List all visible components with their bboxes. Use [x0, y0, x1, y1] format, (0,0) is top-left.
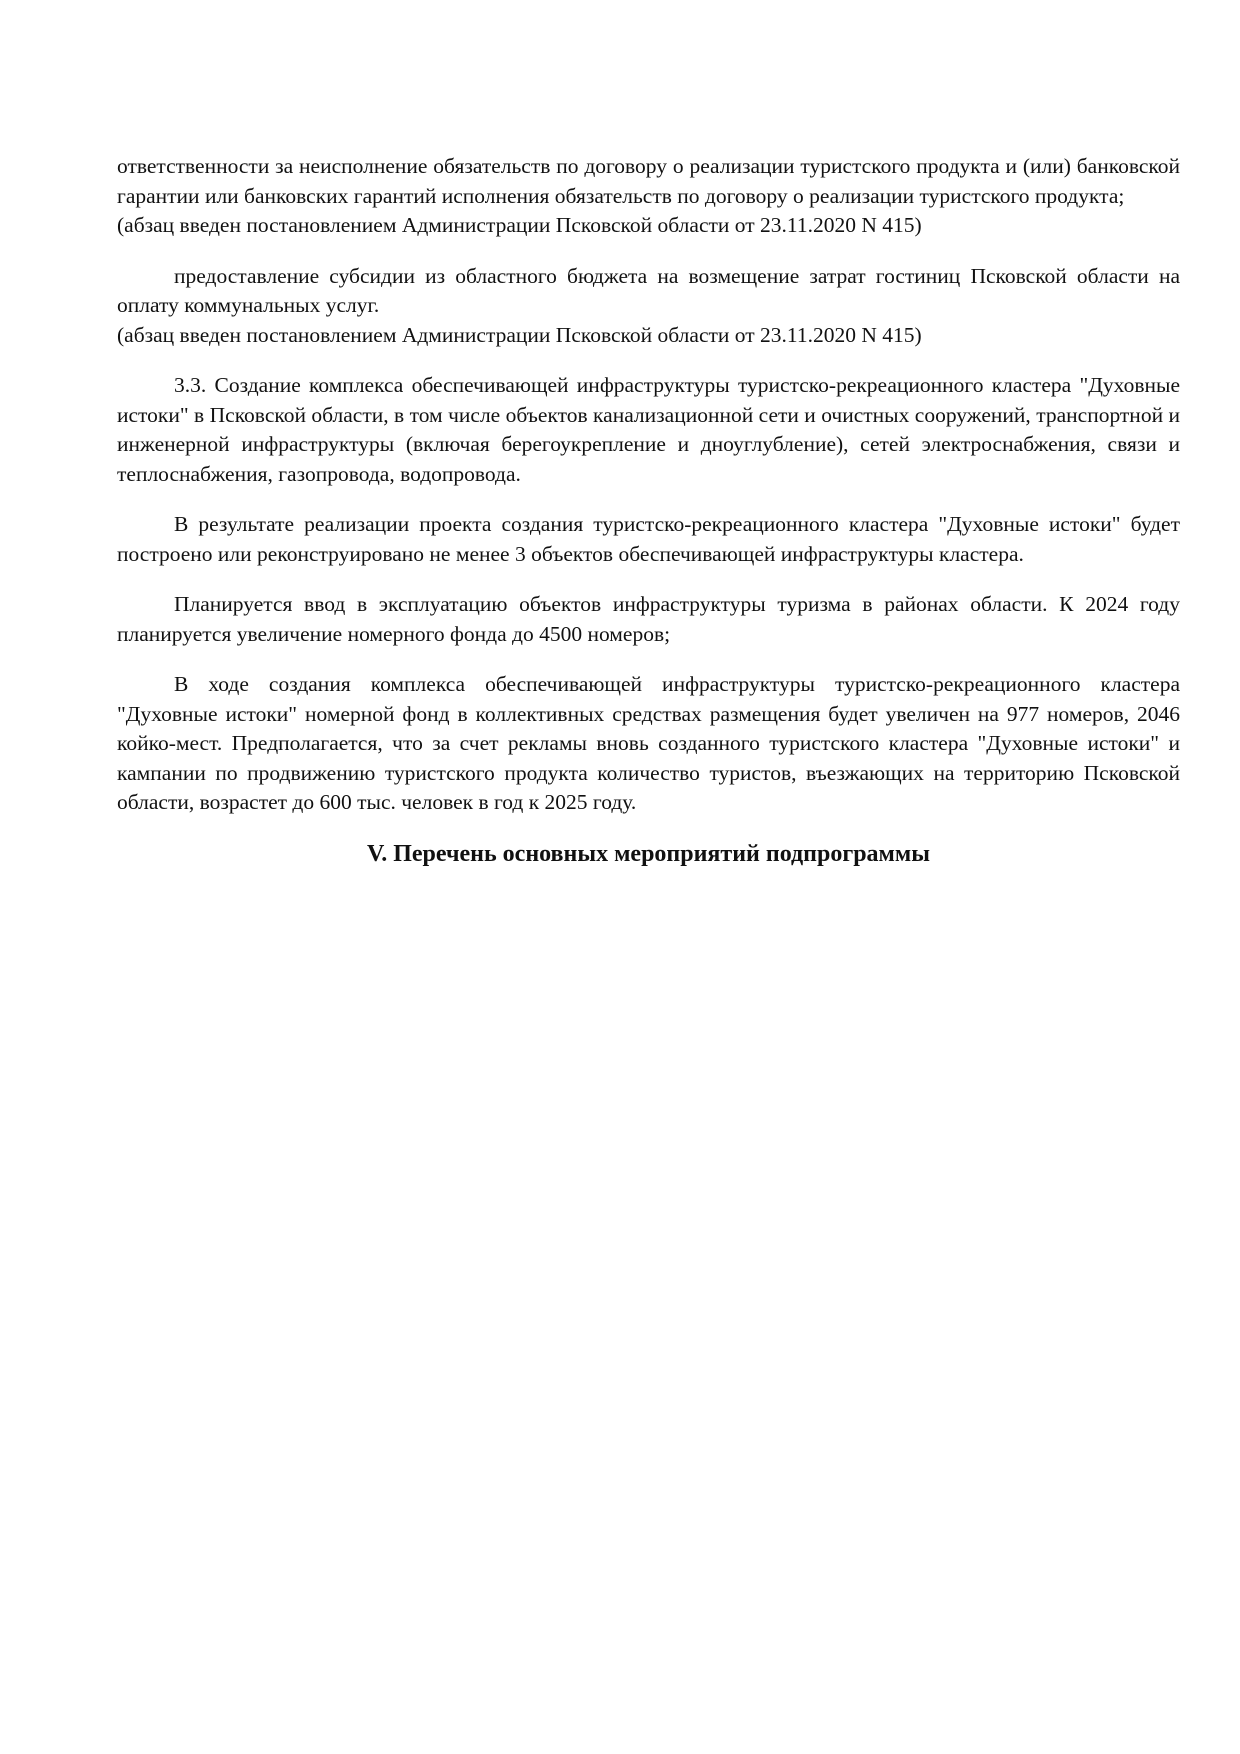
- paragraph-text: ответственности за неисполнение обязательств по договору о реализации туристского продукта и (или) банковской гарантии или банковских гарантий исполнения обязательств по договору о реализации туристского продукта;: [117, 154, 1180, 208]
- paragraph-cluster-result: [117, 510, 1180, 569]
- paragraph-text: Планируется ввод в эксплуатацию объектов инфраструктуры туризма в районах области. К 2024 году планируется увеличение номерного фонда до 4500 номеров;: [117, 592, 1180, 646]
- paragraph-commissioning-plan: [117, 590, 1180, 649]
- paragraph-infrastructure-3-3: [117, 371, 1180, 489]
- amendment-note: (абзац введен постановлением Администрации Псковской области от 23.11.2020 N 415): [117, 322, 922, 347]
- paragraph-hotel-subsidy: [117, 262, 1180, 351]
- document-page: [117, 152, 1180, 869]
- paragraph-guarantee-liability: [117, 152, 1180, 241]
- section-heading: V. Перечень основных мероприятий подпрограммы: [367, 840, 930, 867]
- paragraph-room-fund-tourists: [117, 670, 1180, 818]
- paragraph-text: В результате реализации проекта создания туристско-рекреационного кластера "Духовные истоки" будет построено или реконструировано не менее 3 объектов обеспечивающей инфраструктуры кластера.: [117, 512, 1180, 566]
- paragraph-text: 3.3. Создание комплекса обеспечивающей инфраструктуры туристско-рекреационного кластера "Духовные истоки" в Псковской области, в том числе объектов канализационной сети и очистных сооружений, транспортной и инженерной инфраструктуры (включая берегоукрепление и дноуглубление), сетей электроснабжения, связи и теплоснабжения, газопровода, водопровода.: [117, 373, 1180, 486]
- amendment-note: (абзац введен постановлением Администрации Псковской области от 23.11.2020 N 415): [117, 213, 922, 237]
- paragraph-text: предоставление субсидии из областного бюджета на возмещение затрат гостиниц Псковской области на оплату коммунальных услуг.: [117, 263, 1180, 317]
- paragraph-text: В ходе создания комплекса обеспечивающей инфраструктуры туристско-рекреационного кластера "Духовные истоки" номерной фонд в коллективных средствах размещения будет увеличен на 977 номеров, 2046 койко-мест. Предполагается, что за счет рекламы вновь созданного туристского кластера "Духовные истоки" и кампании по продвижению туристского продукта количество туристов, въезжающих на территорию Псковской области, возрастет до 600 тыс. человек в год к 2025 году.: [117, 672, 1180, 814]
